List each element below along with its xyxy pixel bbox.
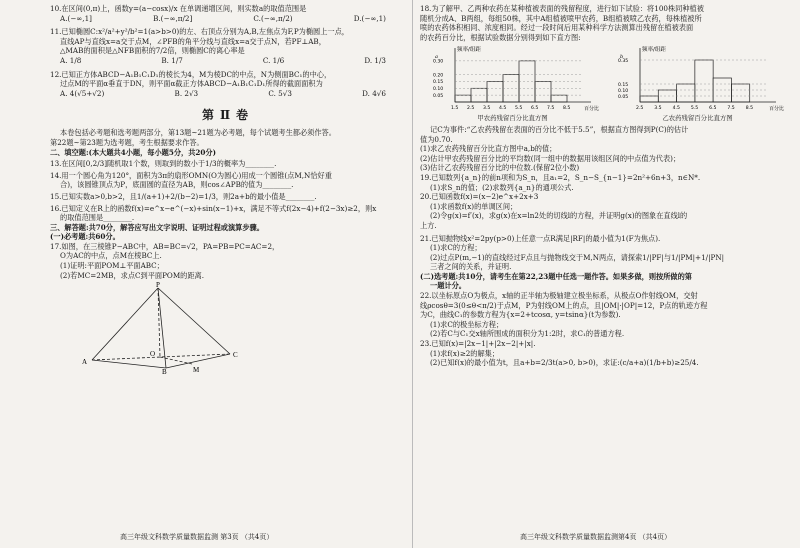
x-tick-label: 5.5 — [690, 106, 698, 112]
q18-line-4: 的农药百分比，根据试验数据分别得到如下直方图: — [420, 32, 581, 42]
histogram-b-caption: 乙农药残留百分比直方图 — [662, 114, 733, 123]
y-tick-label: 0.15 — [617, 83, 628, 89]
histogram-bar — [694, 60, 712, 102]
q21-part-1: (1)求C的方程； — [430, 243, 482, 253]
q13: 13.在区间[0,2/3]随机取1个数，则取到的数小于1/3的概率为________. — [50, 159, 277, 169]
x-tick-label: 4.5 — [498, 106, 506, 112]
q12-options — [50, 89, 406, 99]
y-tick-label: 0.10 — [617, 89, 628, 95]
q23-part-2: (2)已知f(x)的最小值为t，且a+b=2/3t(a>0, b>0)，求证:(c/a+a)(1/b+b)≥25/4. — [430, 358, 699, 368]
label-P: P — [156, 281, 160, 290]
q17-part-1: (1)证明:平面POM⊥平面ABC； — [60, 261, 164, 271]
q12-option-d: D. 4√6 — [362, 88, 386, 98]
q20-part-1: (1)求函数f(x)的单调区间； — [430, 201, 518, 211]
histogram-a-caption: 甲农药残留百分比直方图 — [477, 114, 548, 123]
q16-line-2: 的取值范围是________. — [60, 213, 135, 223]
q11-option-d: D. 1/3 — [364, 55, 386, 65]
q12-line-1: 12.已知正方体ABCD−A₁B₁C₁D₁的棱长为4，M为棱DC的中点，N为侧面BC₁的中心， — [50, 69, 332, 79]
intro-line-2: 第22题~第23题为选考题，考生根据要求作答。 — [50, 137, 204, 147]
histogram-a-plot — [429, 44, 597, 114]
q17-line-1: 17.如图，在三棱锥P−ABC中，AB=BC=√2，PA=PB=PC=AC=2， — [50, 241, 280, 251]
required-heading: (一)必考题:共60分。 — [50, 232, 120, 242]
x-tick-label: 8.5 — [562, 106, 570, 112]
histogram-bar — [676, 84, 694, 102]
q22-line-2: 线ρcosθ=3(0≤θ<π/2)于点M，P为射线OM上的点，且|OM|·|OP|=12，P点的轨迹方程 — [420, 300, 708, 310]
q18-line-2: 随机分成A、B两组，每组50株，其中A组植被喷甲农药，B组植被喷乙农药，每株植被所 — [420, 13, 702, 23]
q19-line-2: (1)求S_n的值；(2)求数列{a_n}的通项公式. — [430, 182, 574, 192]
left-page — [50, 4, 406, 377]
q11-option-a: A. 1/8 — [60, 55, 82, 65]
x-tick-label: 6.5 — [708, 106, 716, 112]
pyramid-figure — [80, 281, 250, 377]
q21-part-2b: 三者之间的关系，并证明. — [430, 262, 512, 272]
q10-option-d: D.(−∞,1) — [353, 13, 386, 23]
label-A: A — [82, 358, 88, 367]
page-divider — [412, 0, 413, 548]
param-label-b: b — [619, 54, 623, 61]
label-C: C — [233, 351, 238, 360]
q14-line-1: 14.用一个圆心角为120°，面积为3π的扇形OMN(O为圆心)用成一个圆锥(点M,N恰好重 — [50, 170, 332, 180]
q23-part-1: (1)求f(x)≥2的解集； — [430, 348, 500, 358]
y-axis-label: 频率/组距 — [641, 47, 666, 54]
q20-part-2b: 上方. — [420, 220, 437, 230]
x-tick-label: 2.5 — [466, 106, 474, 112]
x-tick-label: 6.5 — [530, 106, 538, 112]
x-tick-label: 2.5 — [635, 106, 643, 112]
y-tick-label: 0.05 — [432, 94, 443, 100]
y-tick-label: 0.15 — [432, 80, 443, 86]
x-tick-label: 4.5 — [672, 106, 680, 112]
histogram-b-plot — [614, 44, 782, 114]
x-tick-label: 3.5 — [653, 106, 662, 112]
q12-option-c: C. 5√3 — [268, 88, 292, 98]
q18-part-2: (2)估计甲农药残留百分比的平均数(同一组中的数据用该组区间的中点值为代表)； — [420, 153, 681, 163]
histogram-bar — [535, 82, 551, 103]
label-O: O — [150, 350, 156, 359]
right-footer: 高三年级文科数学质量数据监测第4页 （共4页） — [520, 533, 672, 541]
right-page — [420, 4, 790, 368]
q18-event: 记C为事件:“乙农药残留在表面的百分比不低于5.5”，根据直方图得到P(C)的估计 — [430, 124, 689, 134]
q17-part-2: (2)若MC=2MB，求点C到平面POM的距离. — [60, 270, 205, 280]
q22-part-2: (2)若C与C₁交x轴所围成的面积分为1:2时，求C₁的普通方程. — [430, 329, 625, 339]
q22-line-1: 22.以坐标原点O为极点，x轴的正半轴为极轴建立极坐标系，从极点O作射线OM，交射 — [420, 291, 698, 301]
histogram-bar — [487, 82, 503, 103]
q20-part-2: (2)令g(x)=f′(x)，求g(x)在x=ln2处的切线l的方程，并证明g(x)的图象在直线l的 — [430, 211, 688, 221]
param-label-a: a — [434, 54, 438, 61]
q12-option-b: B. 2√3 — [174, 88, 199, 98]
q15: 15.已知实数a>0,b>2，且1/(a+1)+2/(b−2)=1/3，则2a+b的最小值是________. — [50, 191, 317, 201]
y-tick-label: 0.35 — [617, 59, 628, 65]
q11-line-2: 直线AP与直线x=a交于点M，∠PFB的角平分线与直线x=a交于点N，若PF⊥AB， — [60, 36, 326, 46]
y-tick-label: 0.05 — [617, 95, 628, 101]
x-axis-label: 百分比 — [768, 106, 784, 113]
q10-options — [50, 14, 406, 24]
q10-option-a: A.(−∞,1] — [60, 13, 92, 23]
q18-line-3: 喷的农药体积相同、浓度相同。经过一段时间后用某种科学方法测算出残留在植被表面 — [420, 23, 694, 33]
q14-line-2: 合)，该圆锥顶点为P，底面圆的直径为AB，则cos∠APB的值为________. — [60, 180, 294, 190]
y-tick-label: 0.30 — [432, 60, 443, 66]
section-3-heading: 三、解答题:共70分，解答应写出文字说明、证明过程或演算步骤。 — [50, 222, 264, 232]
x-axis-label: 百分比 — [583, 106, 599, 113]
q10-option-b: B.(−∞,π/2] — [153, 13, 193, 23]
volume-2-heading: 第Ⅱ卷 — [201, 108, 255, 123]
q19-line-1: 19.已知数列{a_n}的前n项和为S_n，且a₁=2，S_n−S_{n−1}=2n²+6n+3，n∈N*. — [420, 172, 701, 182]
x-tick-label: 7.5 — [726, 106, 735, 112]
q21-part-2: (2)过点P(m,−1)的直线经过F点且与抛物线交于M,N两点，请探索1/|PF|与1/|PM|+1/|PN| — [430, 252, 725, 262]
q18-part-1: (1)求乙农药残留百分比直方图中a,b的值； — [420, 144, 557, 154]
q18-part-3: (3)估计乙农药残留百分比的中位数.(保留2位小数) — [420, 163, 580, 173]
q23-line-1: 23.已知f(x)=|2x−1|+|2x−2|+|x|. — [420, 339, 536, 349]
q17-line-2: O为AC的中点，点M在棱BC上. — [60, 251, 162, 261]
q10-option-c: C.(−∞,π/2) — [253, 13, 293, 23]
y-axis-label: 频率/组距 — [456, 47, 481, 54]
q21-line-1: 21.已知抛物线x²=2py(p>0)上任意一点R满足|RF|的最小值为1(F为焦点). — [420, 233, 661, 243]
histogram-bar — [640, 96, 658, 102]
label-B: B — [162, 368, 167, 377]
q22-line-3: 为C，曲线C₁的参数方程为{x=2+tcosα, y=tsinα}(t为参数). — [420, 310, 621, 320]
left-footer: 高三年级文科数学质量数据监测 第3页 （共4页） — [120, 533, 274, 541]
q10-stem: 10.在区间(0,π)上，函数y=(a−cosx)/x 在单调递增区间，则实数a的取值范围是 — [50, 4, 307, 13]
q12-option-a: A. 4(√5+√2) — [60, 88, 105, 98]
q11-line-1: 11.已知椭圆C:x²/a²+y²/b²=1(a>b>0)的左、右顶点分别为A,B,左焦点为F,P为椭圆上一点， — [50, 27, 349, 37]
elective-heading-2: 一题计分。 — [430, 281, 466, 291]
q11-options — [50, 56, 406, 66]
x-tick-label: 8.5 — [745, 106, 753, 112]
q18-event-2: 值为0.70. — [420, 134, 453, 144]
q11-option-c: C. 1/6 — [262, 55, 285, 65]
elective-heading: (二)选考题:共10分，请考生在第22,23题中任选一题作答。如果多做，则按所做的第 — [420, 271, 692, 281]
histogram-a — [429, 44, 597, 124]
histogram-bar — [455, 96, 471, 103]
section-2-heading: 二、填空题:(本大题共4小题，每小题5分，共20分) — [50, 147, 217, 157]
histogram-b — [614, 44, 782, 124]
y-tick-label: 0.10 — [432, 87, 443, 93]
q18-line-1: 18.为了解甲、乙两种农药在某种植被表面的残留程度，进行如下试验：将100株同种植被 — [420, 4, 704, 13]
y-tick-label: 0.20 — [432, 73, 443, 79]
x-tick-label: 1.5 — [450, 106, 458, 112]
q20-line-1: 20.已知函数f(x)=(x−2)e^x+2x+3 — [420, 192, 539, 202]
x-tick-label: 5.5 — [514, 106, 522, 112]
q11-line-3: △MAB的面积是△NFB面积的7/2倍，则椭圆C的离心率是 — [60, 46, 245, 56]
histogram-bar — [731, 84, 749, 102]
x-tick-label: 7.5 — [546, 106, 554, 112]
q16-line-1: 16.已知定义在R上的函数f(x)=e^x−e^(−x)+sin(x−1)+x，满足不等式f(2x−4)+f(2−3x)≥2，则x — [50, 203, 377, 213]
q12-line-2: 过点M的平面α垂直于DN，则平面α截正方体ABCD−A₁B₁C₁D₁所得的截面面积为 — [60, 79, 323, 89]
intro-line-1: 本卷包括必考题和选考题两部分，第13题~21题为必考题，每个试题考生都必须作答。 — [60, 128, 336, 138]
histogram-bar — [551, 96, 567, 103]
label-M: M — [193, 366, 200, 375]
q11-option-b: B. 1/7 — [161, 55, 183, 65]
q22-part-1: (1)求C的极坐标方程； — [430, 319, 504, 329]
histogram-pair — [420, 44, 790, 124]
x-tick-label: 3.5 — [482, 106, 490, 112]
